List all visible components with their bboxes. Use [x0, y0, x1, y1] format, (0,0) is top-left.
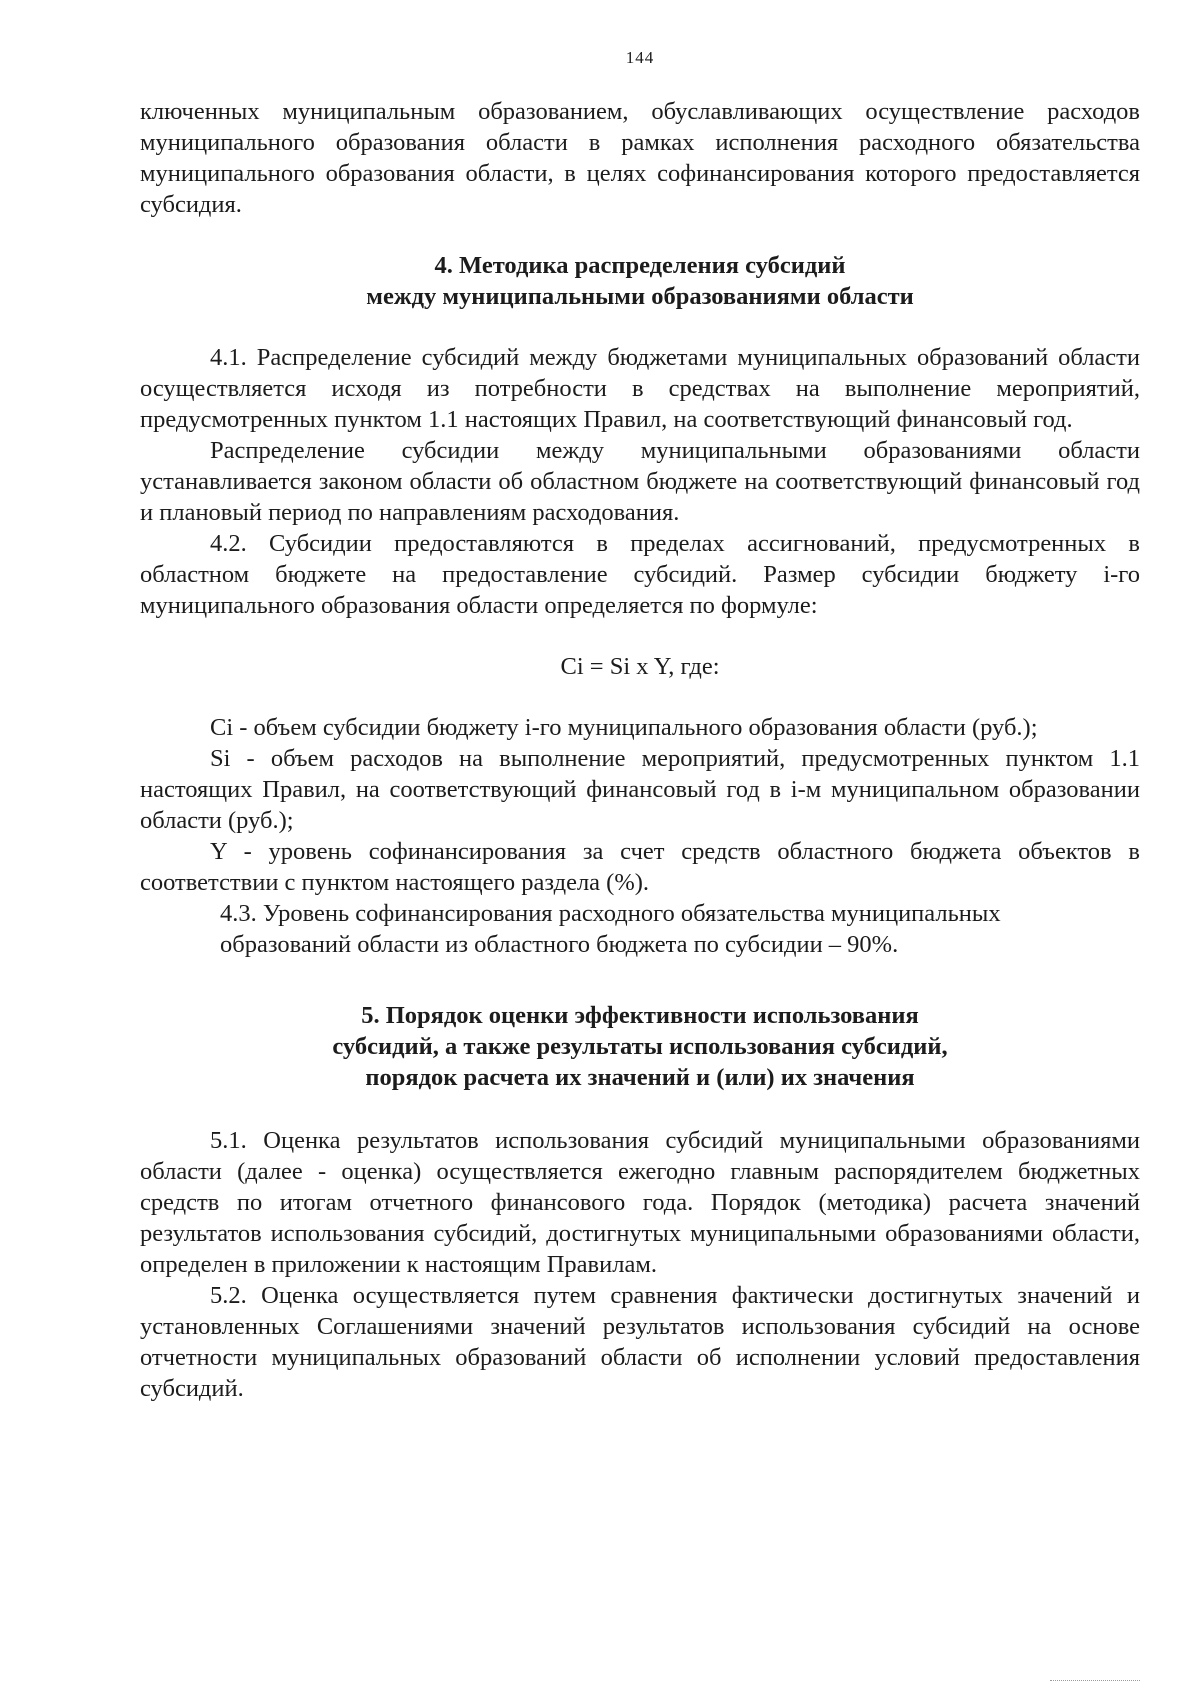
section-5-title-line3: порядок расчета их значений и (или) их значения [365, 1064, 915, 1091]
paragraph-4-1-distribution: Распределение субсидии между муниципальными образованиями области устанавливается законом области об областном бюджете на соответствующий финансовый год и плановый период по направлениям расходования. [140, 437, 1140, 526]
paragraph-5-2: 5.2. Оценка осуществляется путем сравнения фактически достигнутых значений и установленных Соглашениями значений результатов использования субсидий на основе отчетности муниципальных образований области об исполнении условий предоставления субсидий. [140, 1282, 1140, 1402]
section-5-title-line1: 5. Порядок оценки эффективности использования [361, 1002, 919, 1029]
paragraph-4-1: 4.1. Распределение субсидий между бюджетами муниципальных образований области осуществляется исходя из потребности в средствах на выполнение мероприятий, предусмотренных пунктом 1.1 настоящих Правил, на соответствующий финансовый год. [140, 344, 1140, 433]
document-body [140, 96, 1140, 1404]
page-number: 144 [625, 48, 655, 67]
paragraph-4-3-line1: 4.3. Уровень софинансирования расходного обязательства муниципальных [220, 900, 1001, 927]
section-4-title-line2: между муниципальными образованиями области [366, 283, 914, 310]
paragraph-4-3-line2: образований области из областного бюджета по субсидии – 90%. [220, 931, 899, 958]
paragraph-4-3 [220, 898, 1140, 960]
section-5-title-line2: субсидий, а также результаты использования субсидий, [332, 1033, 948, 1060]
paragraph-4-2: 4.2. Субсидии предоставляются в пределах ассигнований, предусмотренных в областном бюджете на предоставление субсидий. Размер субсидии бюджету i-го муниципального образования области определяется по формуле: [140, 530, 1140, 619]
section-5-heading [140, 1000, 1140, 1093]
definition-si: Si - объем расходов на выполнение мероприятий, предусмотренных пунктом 1.1 настоящих Правил, на соответствующий финансовый год в i-м муниципальном образовании области (руб.); [140, 745, 1140, 834]
intro-paragraph: ключенных муниципальным образованием, обуславливающих осуществление расходов муниципального образования области в рамках исполнения расходного обязательства муниципального образования области, в целях софинансирования которого предоставляется субсидия. [140, 98, 1140, 218]
formula: Ci = Si x Y, где: [560, 653, 720, 680]
definition-ci: Ci - объем субсидии бюджету i-го муниципального образования области (руб.); [210, 714, 1038, 741]
section-4-heading [140, 250, 1140, 312]
section-4-title-line1: 4. Методика распределения субсидий [434, 252, 846, 279]
scan-artifact [1050, 1680, 1140, 1691]
definition-y: Y - уровень софинансирования за счет средств областного бюджета объектов в соответствии с пунктом настоящего раздела (%). [140, 838, 1140, 896]
paragraph-5-1: 5.1. Оценка результатов использования субсидий муниципальными образованиями области (далее - оценка) осуществляется ежегодно главным распорядителем бюджетных средств по итогам отчетного финансового года. Порядок (методика) расчета значений результатов использования субсидий, достигнутых муниципальными образованиями области, определен в приложении к настоящим Правилам. [140, 1127, 1140, 1278]
